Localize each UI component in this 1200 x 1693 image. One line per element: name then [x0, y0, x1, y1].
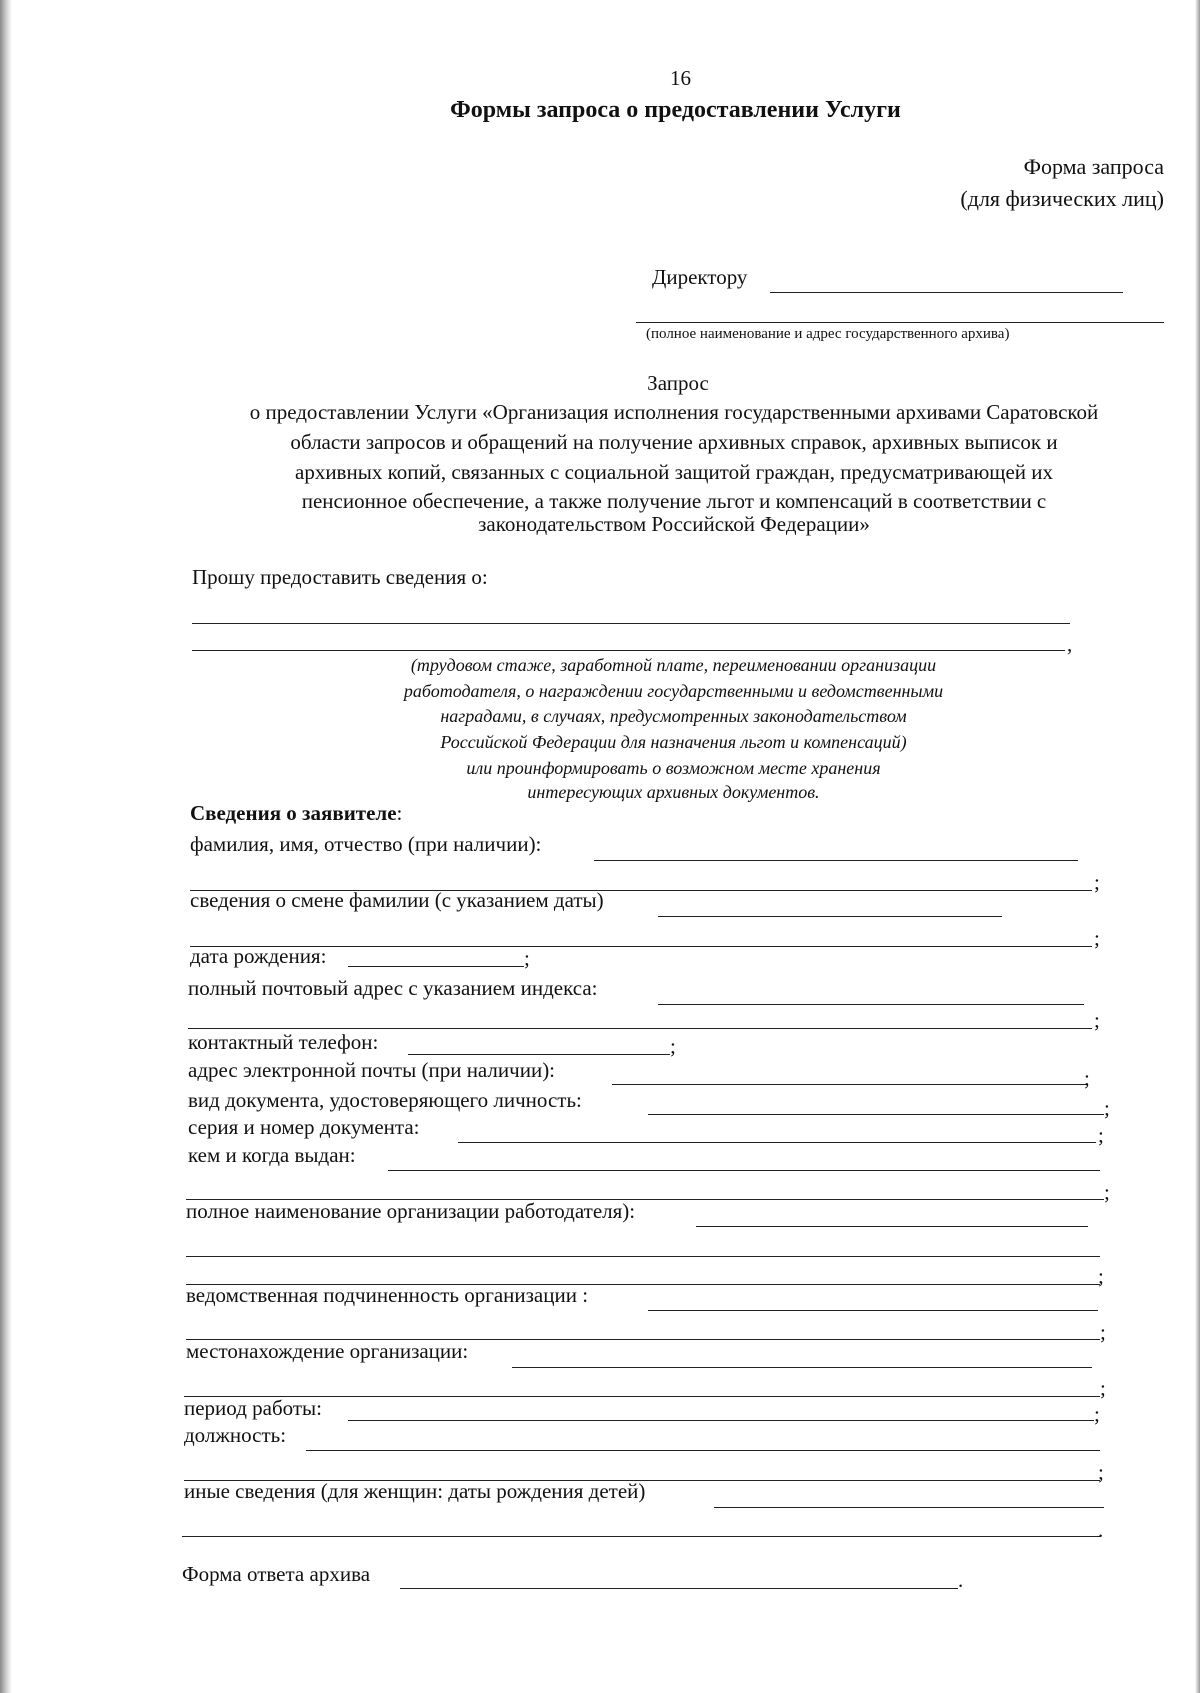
issued-field[interactable] — [388, 1170, 1100, 1171]
fio-label: фамилия, имя, отчество (при наличии): — [190, 832, 542, 856]
position-semicolon: ; — [1098, 1460, 1104, 1484]
birth-date-label: дата рождения: — [190, 944, 327, 968]
phone-field[interactable] — [408, 1054, 670, 1055]
ask-hint-4: Российской Федерации для назначения льгот и компенсаций) — [440, 732, 907, 752]
page-number: 16 — [670, 66, 691, 90]
position-field[interactable] — [306, 1450, 1100, 1451]
request-line-1: о предоставлении Услуги «Организация исполнения государственными архивами Саратовской — [249, 400, 1099, 424]
ask-hint-2: работодателя, о награждении государственными и ведомственными — [403, 681, 944, 701]
ask-comma: , — [1067, 632, 1073, 656]
response-form-label: Форма ответа архива — [182, 1562, 371, 1586]
surname-change-semicolon: ; — [1094, 926, 1100, 950]
position-label: должность: — [184, 1423, 287, 1447]
other-field[interactable] — [714, 1507, 1104, 1508]
address-field-line-2[interactable] — [188, 1028, 1092, 1029]
ask-label: Прошу предоставить сведения о: — [192, 565, 488, 589]
address-field[interactable] — [658, 1004, 1084, 1005]
fio-semicolon: ; — [1094, 870, 1100, 894]
applicant-heading-colon: : — [396, 801, 403, 825]
employer-label: полное наименование организации работодателя): — [186, 1199, 636, 1223]
ask-field-line-2[interactable] — [192, 650, 1065, 651]
doc-type-semicolon: ; — [1104, 1096, 1110, 1120]
addressee-label: Директору — [652, 265, 748, 289]
period-label: период работы: — [184, 1396, 322, 1420]
address-semicolon: ; — [1094, 1008, 1100, 1032]
page-title: Формы запроса о предоставлении Услуги — [450, 97, 901, 123]
ask-hint-3: наградами, в случаях, предусмотренных законодательством — [440, 706, 907, 726]
applicant-heading — [190, 803, 402, 824]
request-line-5: законодательством Российской Федерации» — [478, 512, 870, 536]
period-field[interactable] — [348, 1420, 1094, 1421]
subordination-label: ведомственная подчиненность организации : — [186, 1283, 589, 1307]
request-heading: Запрос — [647, 371, 709, 395]
location-semicolon: ; — [1100, 1376, 1106, 1400]
subordination-field[interactable] — [648, 1310, 1098, 1311]
response-form-field[interactable] — [400, 1588, 958, 1589]
form-type-line-1: Форма запроса — [1023, 154, 1164, 179]
period-semicolon: ; — [1094, 1402, 1100, 1426]
birth-date-semicolon: ; — [524, 946, 530, 970]
surname-change-label: сведения о смене фамилии (с указанием даты) — [190, 888, 604, 912]
form-type-line-2: (для физических лиц) — [960, 186, 1164, 211]
location-label: местонахождение организации: — [186, 1339, 469, 1363]
addressee-caption: (полное наименование и адрес государственного архива) — [646, 326, 1010, 342]
ask-hint-6: интересующих архивных документов. — [527, 782, 820, 802]
issued-label: кем и когда выдан: — [188, 1143, 356, 1167]
employer-field-line-2[interactable] — [186, 1256, 1100, 1257]
doc-type-label: вид документа, удостоверяющего личность: — [188, 1088, 582, 1112]
scan-edge-left — [0, 0, 12, 1693]
doc-number-semicolon: ; — [1098, 1123, 1104, 1147]
employer-semicolon: ; — [1098, 1264, 1104, 1288]
other-label: иные сведения (для женщин: даты рождения детей) — [184, 1479, 646, 1503]
ask-hint-1: (трудовом стаже, заработной плате, переименовании организации — [410, 655, 937, 675]
issued-semicolon: ; — [1104, 1180, 1110, 1204]
phone-semicolon: ; — [670, 1034, 676, 1058]
other-period: . — [1098, 1518, 1104, 1542]
subordination-semicolon: ; — [1100, 1320, 1106, 1344]
birth-date-field[interactable] — [348, 966, 524, 967]
fio-field[interactable] — [594, 860, 1078, 861]
request-line-4: пенсионное обеспечение, а также получение льгот и компенсаций в соответствии с — [301, 489, 1047, 513]
email-field[interactable] — [612, 1084, 1086, 1085]
surname-change-field[interactable] — [658, 916, 1002, 917]
addressee-name-field[interactable] — [770, 292, 1123, 293]
applicant-heading-text: Сведения о заявителе — [190, 801, 397, 825]
doc-number-label: серия и номер документа: — [188, 1115, 420, 1139]
request-line-2: области запросов и обращений на получение архивных справок, архивных выписок и — [290, 430, 1058, 454]
address-label: полный почтовый адрес с указанием индекса: — [188, 976, 598, 1000]
phone-label: контактный телефон: — [188, 1030, 379, 1054]
response-form-period: . — [958, 1568, 964, 1592]
location-field[interactable] — [512, 1367, 1092, 1368]
email-semicolon: ; — [1084, 1066, 1090, 1090]
ask-hint-5: или проинформировать о возможном месте хранения — [466, 758, 881, 778]
doc-number-field[interactable] — [458, 1142, 1096, 1143]
employer-field[interactable] — [696, 1226, 1088, 1227]
email-label: адрес электронной почты (при наличии): — [188, 1058, 556, 1082]
addressee-address-field[interactable] — [636, 322, 1164, 323]
other-field-line-2[interactable] — [182, 1536, 1100, 1537]
scan-edge-right — [1195, 0, 1200, 1693]
doc-type-field[interactable] — [648, 1114, 1104, 1115]
ask-field-line-1[interactable] — [192, 623, 1070, 624]
request-line-3: архивных копий, связанных с социальной защитой граждан, предусматривающей их — [295, 460, 1053, 484]
